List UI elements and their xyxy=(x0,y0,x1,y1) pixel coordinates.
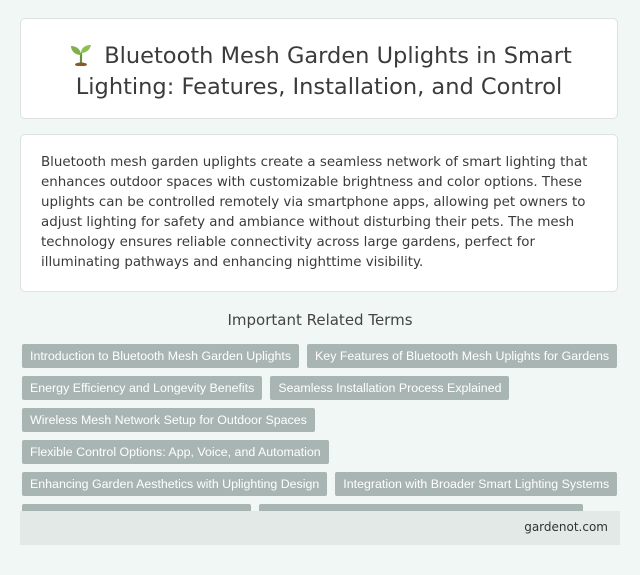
related-term-tag[interactable]: Enhancing Garden Aesthetics with Uplighting Design xyxy=(22,472,327,496)
related-term-tag[interactable]: Integration with Broader Smart Lighting Systems xyxy=(335,472,617,496)
related-term-tag[interactable]: Key Features of Bluetooth Mesh Uplights for Gardens xyxy=(307,344,617,368)
related-terms-heading: Important Related Terms xyxy=(227,311,413,329)
title-card xyxy=(20,18,618,119)
footer-site-name[interactable]: gardenot.com xyxy=(524,520,608,534)
related-term-tag[interactable]: Seamless Installation Process Explained xyxy=(270,376,509,400)
intro-paragraph: Bluetooth mesh garden uplights create a seamless network of smart lighting that enhances outdoor spaces with customizable brightness and color options. These uplights can be controlled remotely via smartphone apps, allowing pet owners to adjust lighting for safety and ambiance without disturbing their pets. The mesh technology ensures reliable connectivity across large gardens, perfect for illuminating pathways and enhancing nighttime visibility. xyxy=(41,155,588,271)
page-title-text: Bluetooth Mesh Garden Uplights in Smart Lighting: Features, Installation, and Control xyxy=(75,43,572,100)
related-term-tag[interactable]: Wireless Mesh Network Setup for Outdoor Spaces xyxy=(22,408,315,432)
related-term-tag[interactable]: Flexible Control Options: App, Voice, and Automation xyxy=(22,440,329,464)
footer xyxy=(20,511,620,545)
sprout-icon xyxy=(66,42,96,66)
related-term-tag[interactable]: Energy Efficiency and Longevity Benefits xyxy=(22,376,262,400)
intro-card xyxy=(20,134,618,292)
page-title xyxy=(21,41,617,103)
related-terms-list xyxy=(22,344,622,528)
related-term-tag[interactable]: Introduction to Bluetooth Mesh Garden Uplights xyxy=(22,344,299,368)
